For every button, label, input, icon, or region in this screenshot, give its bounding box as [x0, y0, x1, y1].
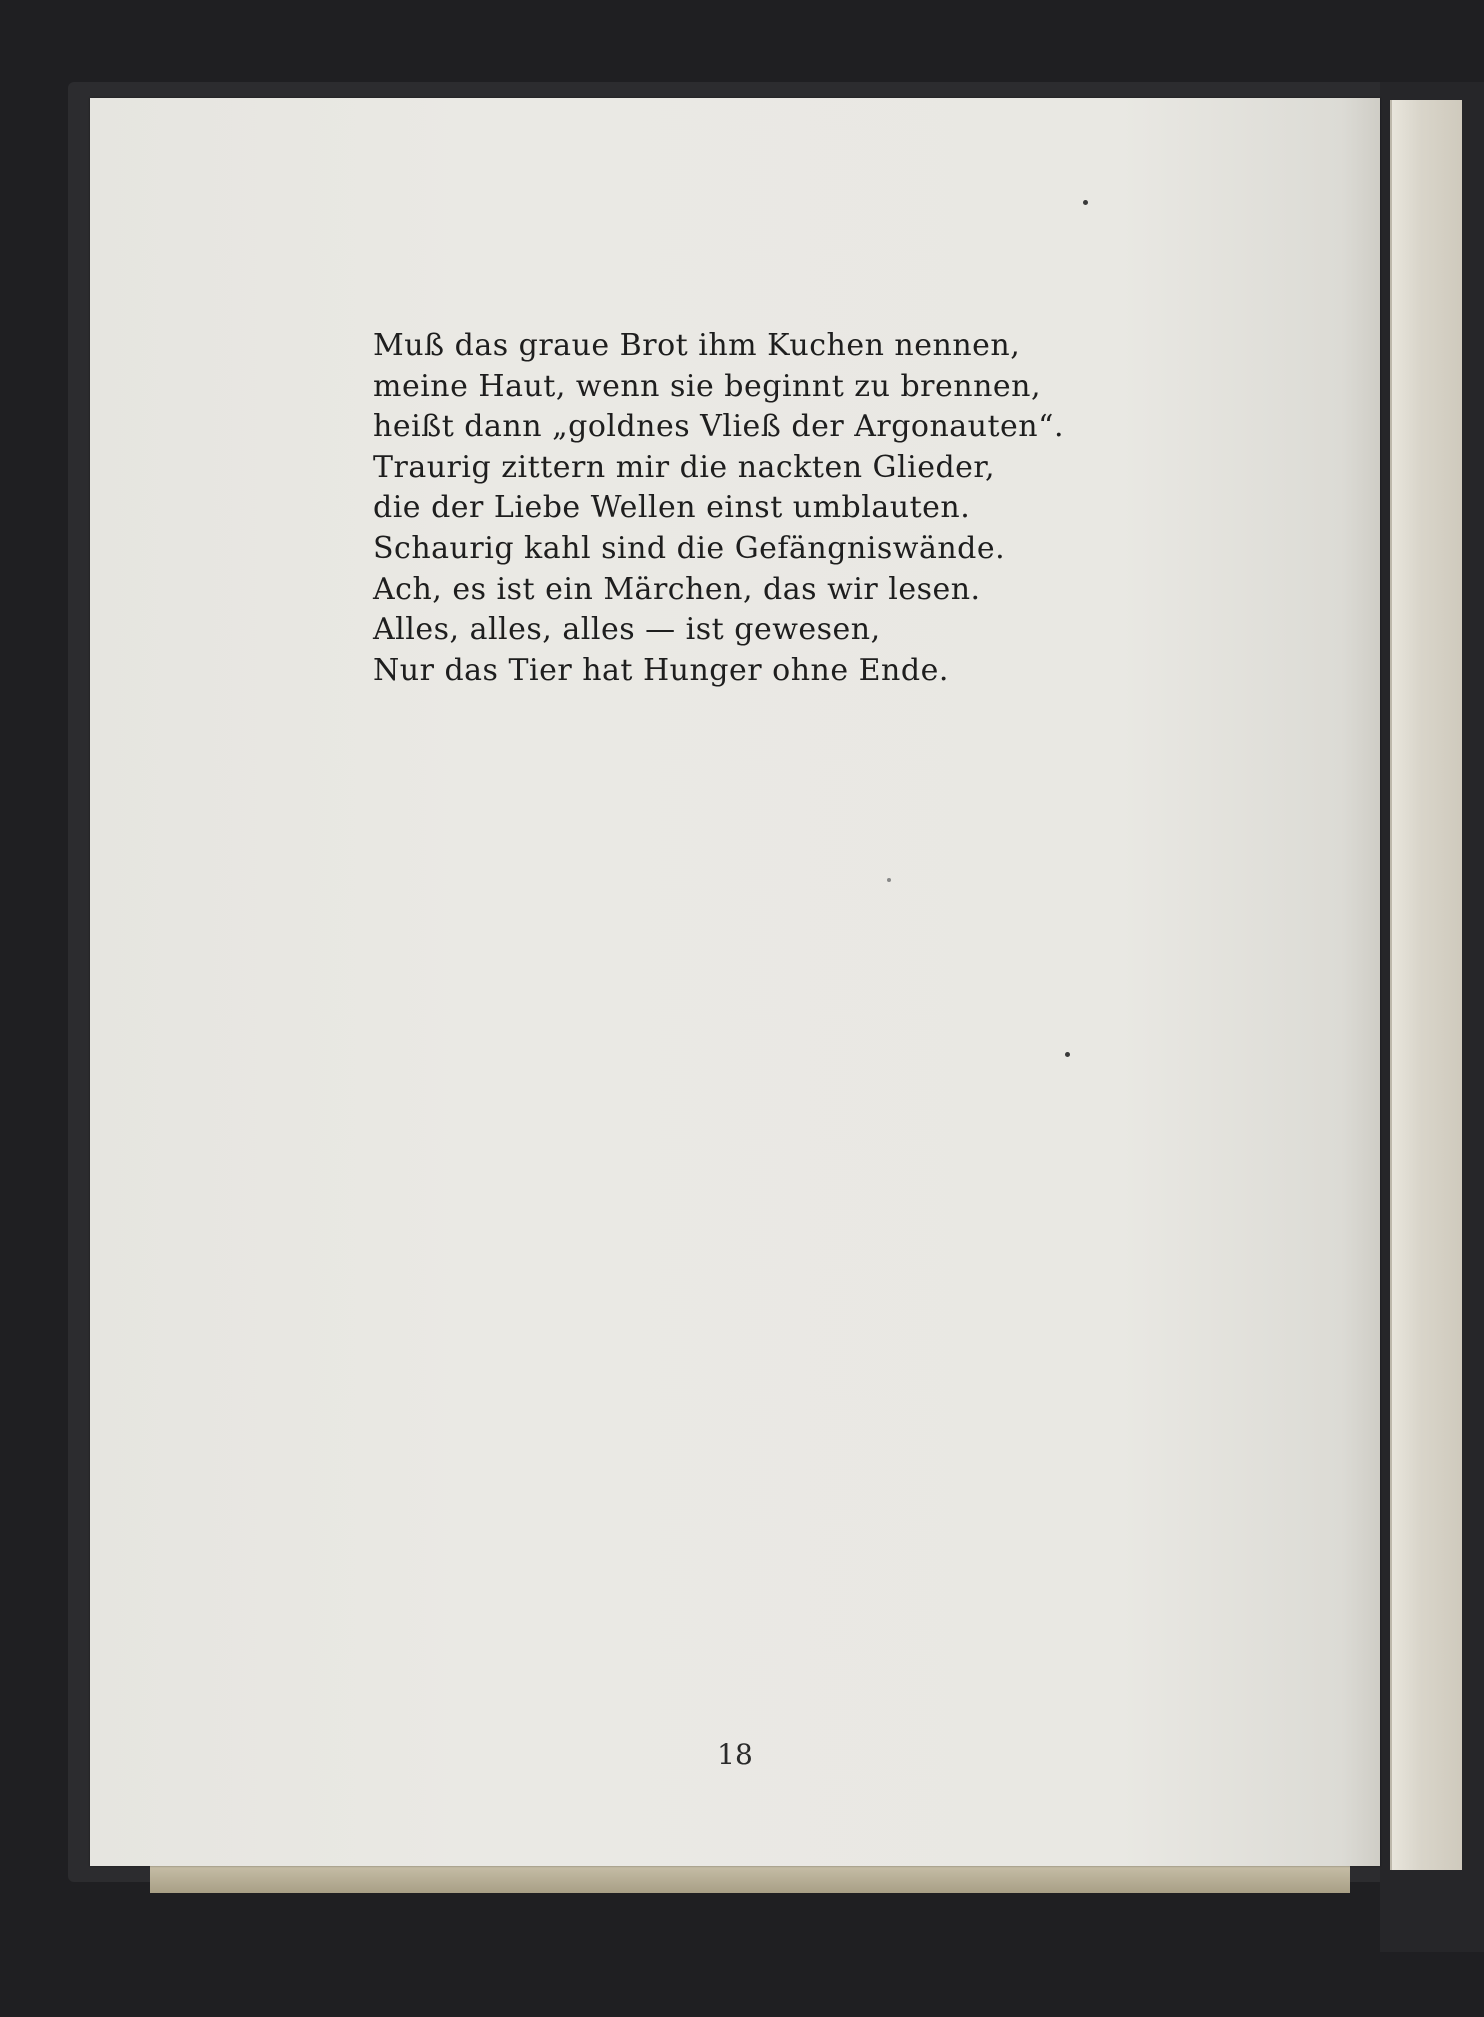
poem-line: Nur das Tier hat Hunger ohne Ende.: [373, 652, 949, 688]
poem-line: Muß das graue Brot ihm Kuchen nennen,: [373, 328, 1021, 363]
poem-line: die der Liebe Wellen einst umblauten.: [373, 490, 971, 526]
facing-page-edges: [1390, 100, 1462, 1870]
paper-speck: [887, 878, 891, 882]
poem-line: Alles, alles, alles — ist gewesen,: [373, 612, 881, 648]
poem-line: heißt dann „goldnes Vließ der Argonauten“.: [373, 409, 1065, 445]
page-number: 18: [717, 1738, 753, 1771]
poem-line: meine Haut, wenn sie beginnt zu brennen,: [373, 368, 1042, 404]
book-page: [90, 98, 1380, 1866]
poem-line: Traurig zittern mir die nackten Glieder,: [373, 449, 996, 485]
paper-speck: [1065, 1052, 1070, 1057]
poem-text: [373, 326, 1064, 691]
poem-line: Ach, es ist ein Märchen, das wir lesen.: [373, 571, 981, 607]
poem-line: Schaurig kahl sind die Gefängniswände.: [373, 530, 1006, 566]
page-stack-bottom: [150, 1862, 1350, 1893]
paper-speck: [1083, 200, 1088, 205]
